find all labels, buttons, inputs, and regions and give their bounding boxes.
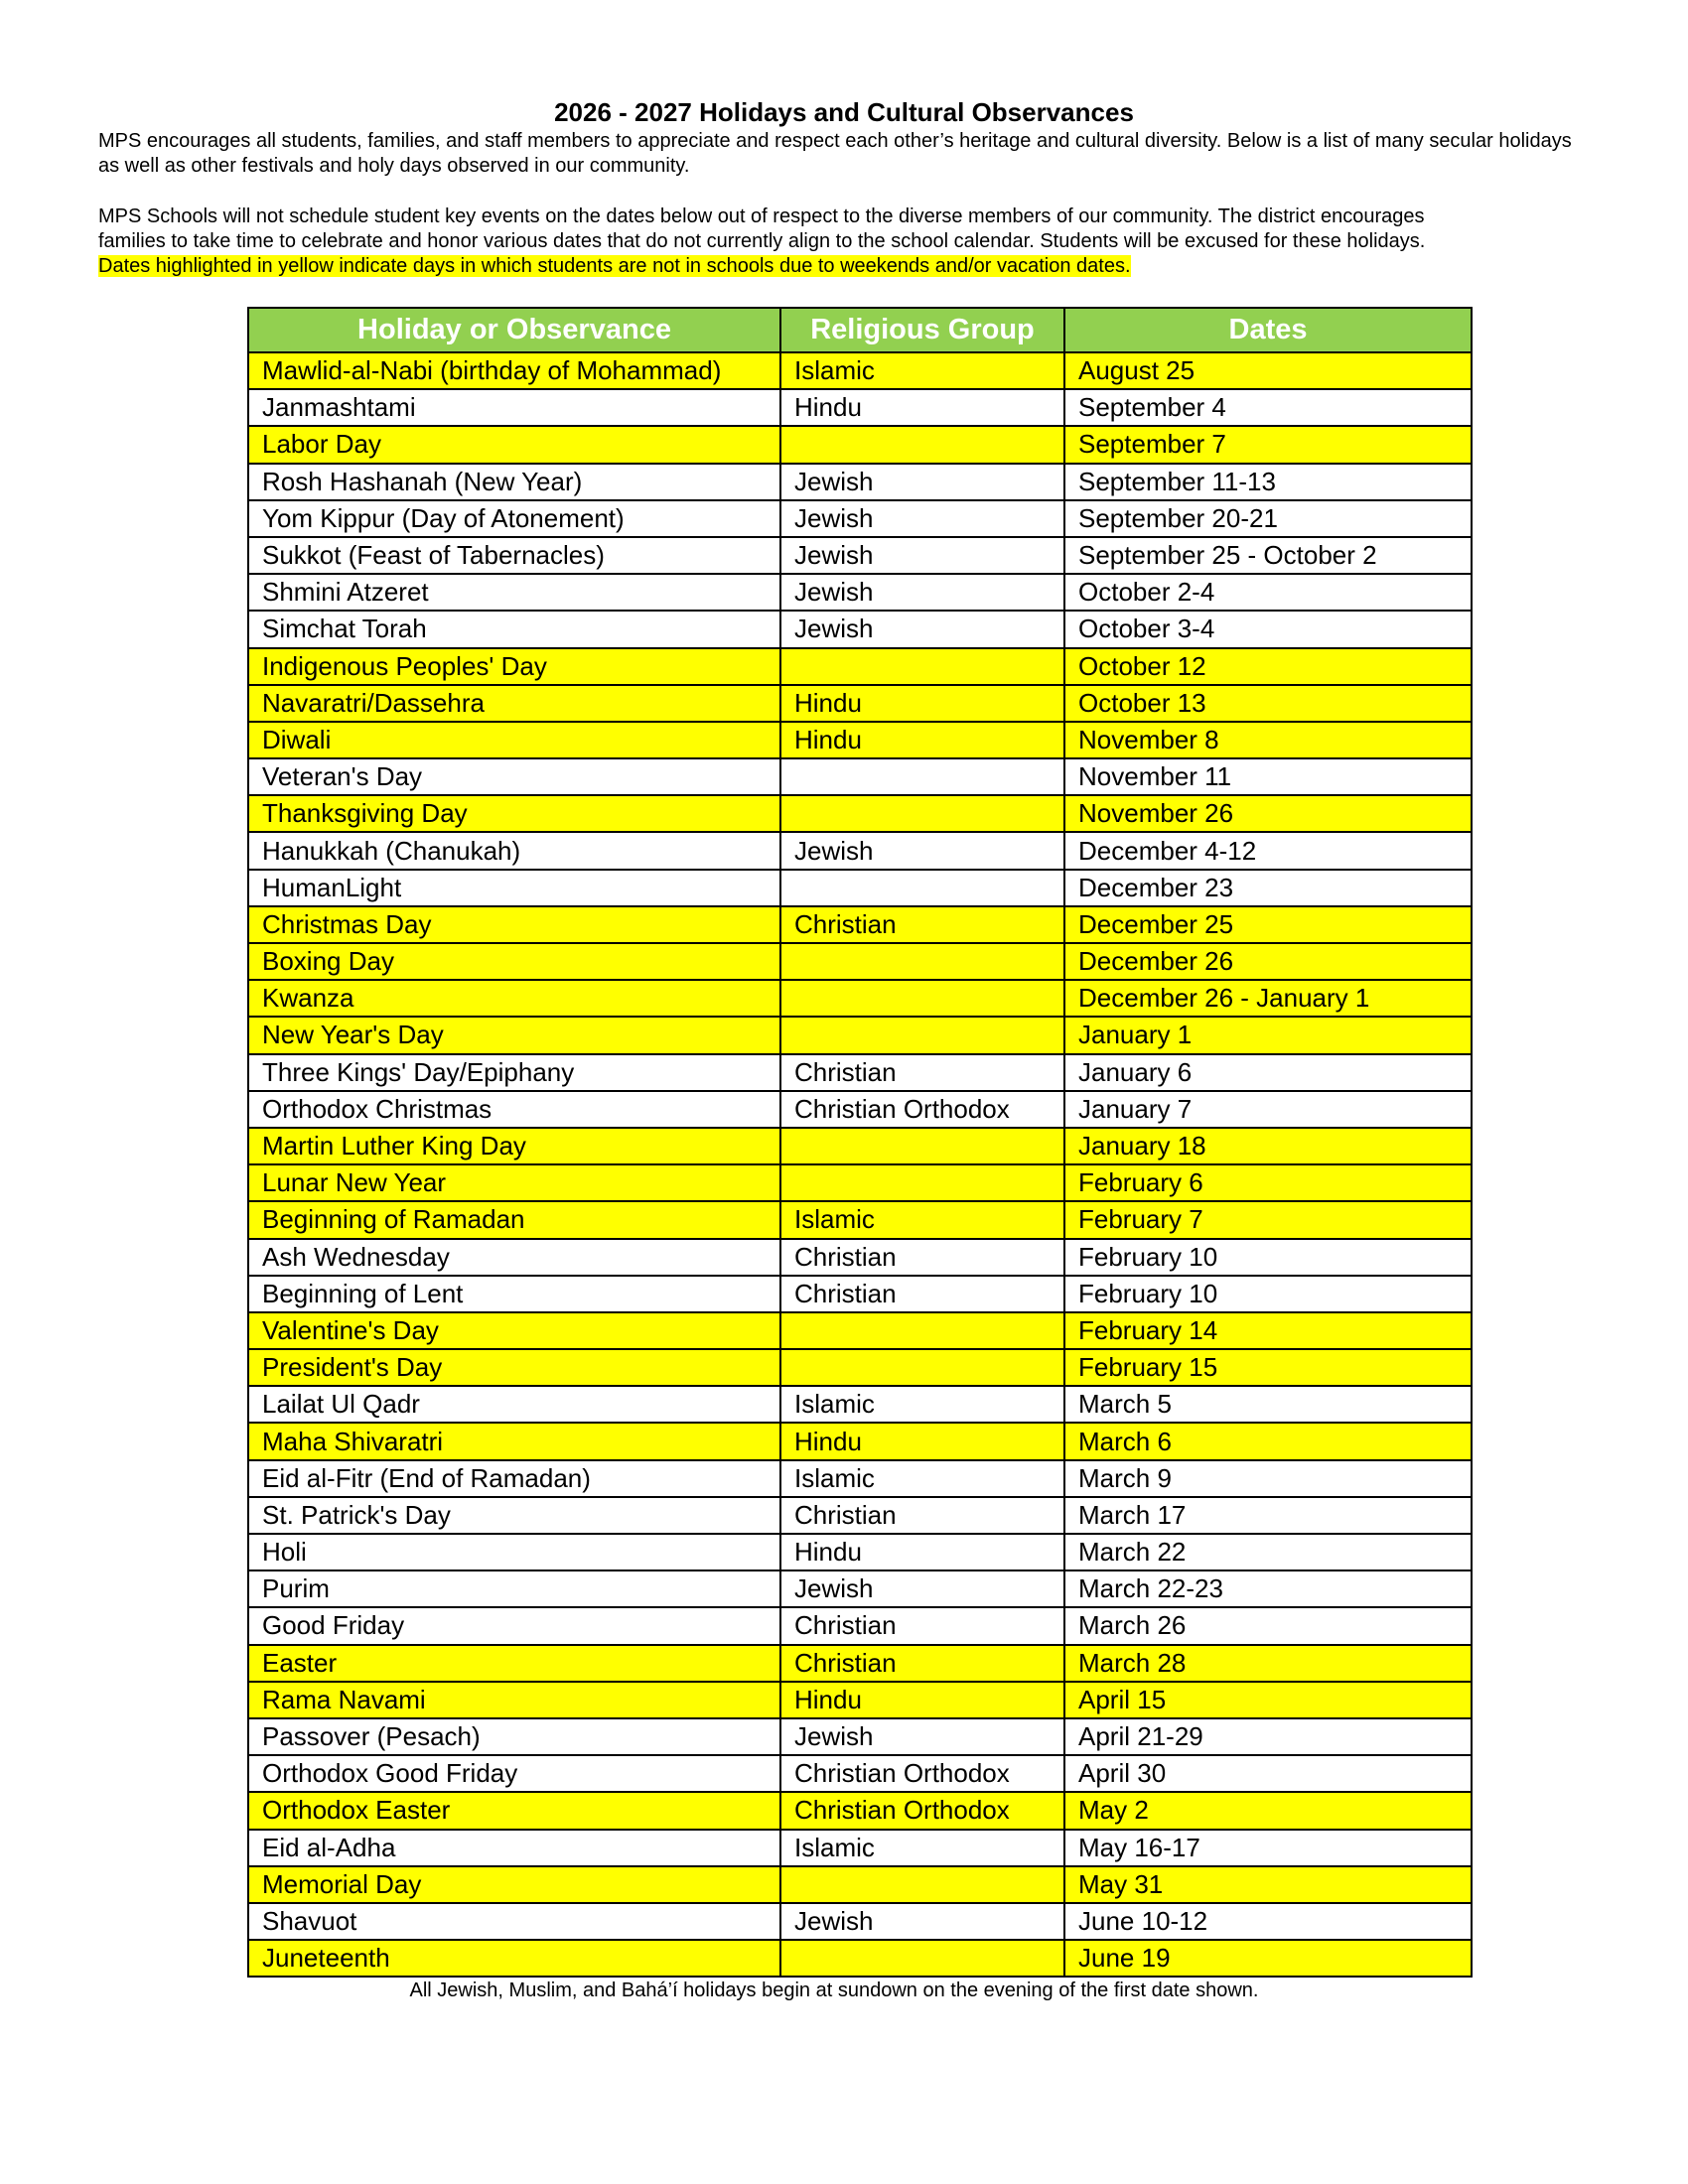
religious-group-cell xyxy=(780,1164,1064,1201)
table-row xyxy=(248,1276,1472,1312)
religious-group-cell: Christian xyxy=(780,906,1064,943)
dates-cell: March 22 xyxy=(1064,1534,1472,1570)
dates-cell: May 16-17 xyxy=(1064,1830,1472,1866)
dates-cell: October 13 xyxy=(1064,685,1472,722)
religious-group-cell: Hindu xyxy=(780,1423,1064,1459)
holiday-cell: Yom Kippur (Day of Atonement) xyxy=(248,500,780,537)
page-title: 2026 - 2027 Holidays and Cultural Observances xyxy=(554,97,1134,127)
religious-group-cell xyxy=(780,870,1064,906)
religious-group-cell: Islamic xyxy=(780,1201,1064,1238)
religious-group-cell xyxy=(780,1128,1064,1164)
holiday-cell: Good Friday xyxy=(248,1607,780,1644)
dates-cell: August 25 xyxy=(1064,352,1472,389)
holiday-cell: Shmini Atzeret xyxy=(248,574,780,611)
holiday-cell: Veteran's Day xyxy=(248,758,780,795)
column-header-holiday: Holiday or Observance xyxy=(248,308,780,352)
religious-group-cell: Jewish xyxy=(780,574,1064,611)
holiday-cell: Orthodox Good Friday xyxy=(248,1755,780,1792)
religious-group-cell: Hindu xyxy=(780,389,1064,426)
dates-cell: May 31 xyxy=(1064,1866,1472,1903)
table-row xyxy=(248,574,1472,611)
table-row xyxy=(248,352,1472,389)
table-row xyxy=(248,1866,1472,1903)
table-row xyxy=(248,1607,1472,1644)
dates-cell: April 21-29 xyxy=(1064,1718,1472,1755)
holiday-cell: Sukkot (Feast of Tabernacles) xyxy=(248,537,780,574)
holiday-cell: Simchat Torah xyxy=(248,611,780,647)
dates-cell: October 3-4 xyxy=(1064,611,1472,647)
holiday-cell: Three Kings' Day/Epiphany xyxy=(248,1054,780,1091)
religious-group-cell xyxy=(780,758,1064,795)
holiday-cell: Diwali xyxy=(248,722,780,758)
holiday-cell: Labor Day xyxy=(248,426,780,463)
table-row xyxy=(248,1534,1472,1570)
table-row xyxy=(248,611,1472,647)
holiday-cell: Beginning of Lent xyxy=(248,1276,780,1312)
column-header-dates: Dates xyxy=(1064,308,1472,352)
religious-group-cell xyxy=(780,980,1064,1017)
table-row xyxy=(248,1940,1472,1977)
holiday-cell: Boxing Day xyxy=(248,943,780,980)
holiday-cell: President's Day xyxy=(248,1349,780,1386)
religious-group-cell: Islamic xyxy=(780,352,1064,389)
table-row xyxy=(248,1755,1472,1792)
religious-group-cell: Christian Orthodox xyxy=(780,1755,1064,1792)
dates-cell: March 26 xyxy=(1064,1607,1472,1644)
holiday-cell: Indigenous Peoples' Day xyxy=(248,648,780,685)
religious-group-cell: Islamic xyxy=(780,1386,1064,1423)
table-row xyxy=(248,1645,1472,1682)
dates-cell: December 25 xyxy=(1064,906,1472,943)
dates-cell: January 6 xyxy=(1064,1054,1472,1091)
holiday-cell: Shavuot xyxy=(248,1903,780,1940)
table-row xyxy=(248,1128,1472,1164)
table-row xyxy=(248,1903,1472,1940)
dates-cell: December 23 xyxy=(1064,870,1472,906)
table-header-row xyxy=(248,308,1472,352)
dates-cell: March 17 xyxy=(1064,1497,1472,1534)
table-row xyxy=(248,722,1472,758)
dates-cell: December 4-12 xyxy=(1064,832,1472,869)
holiday-cell: Martin Luther King Day xyxy=(248,1128,780,1164)
dates-cell: May 2 xyxy=(1064,1792,1472,1829)
table-row xyxy=(248,500,1472,537)
table-row xyxy=(248,426,1472,463)
religious-group-cell: Hindu xyxy=(780,1682,1064,1718)
dates-cell: March 6 xyxy=(1064,1423,1472,1459)
holiday-cell: Maha Shivaratri xyxy=(248,1423,780,1459)
holiday-cell: St. Patrick's Day xyxy=(248,1497,780,1534)
religious-group-cell: Hindu xyxy=(780,685,1064,722)
dates-cell: January 1 xyxy=(1064,1017,1472,1053)
religious-group-cell: Islamic xyxy=(780,1460,1064,1497)
dates-cell: November 26 xyxy=(1064,795,1472,832)
religious-group-cell: Christian xyxy=(780,1645,1064,1682)
dates-cell: March 9 xyxy=(1064,1460,1472,1497)
religious-group-cell: Islamic xyxy=(780,1830,1064,1866)
holiday-cell: Memorial Day xyxy=(248,1866,780,1903)
highlight-note: Dates highlighted in yellow indicate days in which students are not in schools due to weekends and/or vacation dates. xyxy=(98,255,1131,277)
holiday-cell: Eid al-Fitr (End of Ramadan) xyxy=(248,1460,780,1497)
holiday-cell: Lailat Ul Qadr xyxy=(248,1386,780,1423)
holiday-cell: Orthodox Easter xyxy=(248,1792,780,1829)
holiday-cell: Passover (Pesach) xyxy=(248,1718,780,1755)
table-row xyxy=(248,1460,1472,1497)
dates-cell: January 7 xyxy=(1064,1091,1472,1128)
table-body xyxy=(248,352,1472,1977)
dates-cell: April 15 xyxy=(1064,1682,1472,1718)
table-row xyxy=(248,795,1472,832)
holiday-cell: Orthodox Christmas xyxy=(248,1091,780,1128)
religious-group-cell: Christian xyxy=(780,1497,1064,1534)
table-row xyxy=(248,870,1472,906)
table-row xyxy=(248,464,1472,500)
table-row xyxy=(248,1239,1472,1276)
table-row xyxy=(248,1386,1472,1423)
holiday-cell: Juneteenth xyxy=(248,1940,780,1977)
table-row xyxy=(248,943,1472,980)
religious-group-cell: Jewish xyxy=(780,1718,1064,1755)
holiday-cell: Valentine's Day xyxy=(248,1312,780,1349)
holiday-cell: Beginning of Ramadan xyxy=(248,1201,780,1238)
table-row xyxy=(248,685,1472,722)
religious-group-cell xyxy=(780,1017,1064,1053)
dates-cell: September 20-21 xyxy=(1064,500,1472,537)
religious-group-cell: Hindu xyxy=(780,722,1064,758)
religious-group-cell: Jewish xyxy=(780,537,1064,574)
religious-group-cell xyxy=(780,943,1064,980)
dates-cell: November 11 xyxy=(1064,758,1472,795)
religious-group-cell xyxy=(780,795,1064,832)
holiday-cell: Christmas Day xyxy=(248,906,780,943)
table-row xyxy=(248,832,1472,869)
table-row xyxy=(248,1682,1472,1718)
dates-cell: June 10-12 xyxy=(1064,1903,1472,1940)
table-row xyxy=(248,1830,1472,1866)
table-row xyxy=(248,1201,1472,1238)
table-row xyxy=(248,1718,1472,1755)
table-row xyxy=(248,1497,1472,1534)
footnote: All Jewish, Muslim, and Bahá’í holidays begin at sundown on the evening of the first date shown. xyxy=(409,1979,1259,2001)
table-row xyxy=(248,1091,1472,1128)
policy-line-2: families to take time to celebrate and honor various dates that do not currently align to the school calendar. Students will be excused for these holidays. xyxy=(98,230,1426,252)
religious-group-cell: Christian xyxy=(780,1239,1064,1276)
holiday-cell: Kwanza xyxy=(248,980,780,1017)
dates-cell: June 19 xyxy=(1064,1940,1472,1977)
dates-cell: February 15 xyxy=(1064,1349,1472,1386)
holiday-cell: Eid al-Adha xyxy=(248,1830,780,1866)
holiday-cell: Hanukkah (Chanukah) xyxy=(248,832,780,869)
holiday-cell: Thanksgiving Day xyxy=(248,795,780,832)
religious-group-cell: Hindu xyxy=(780,1534,1064,1570)
religious-group-cell: Christian Orthodox xyxy=(780,1792,1064,1829)
religious-group-cell xyxy=(780,1940,1064,1977)
holiday-cell: Mawlid-al-Nabi (birthday of Mohammad) xyxy=(248,352,780,389)
religious-group-cell xyxy=(780,648,1064,685)
table-row xyxy=(248,758,1472,795)
holiday-cell: Lunar New Year xyxy=(248,1164,780,1201)
holiday-cell: Rosh Hashanah (New Year) xyxy=(248,464,780,500)
policy-paragraph xyxy=(98,205,1598,279)
dates-cell: September 4 xyxy=(1064,389,1472,426)
religious-group-cell xyxy=(780,1866,1064,1903)
holiday-cell: HumanLight xyxy=(248,870,780,906)
dates-cell: February 6 xyxy=(1064,1164,1472,1201)
dates-cell: February 7 xyxy=(1064,1201,1472,1238)
holiday-cell: Easter xyxy=(248,1645,780,1682)
dates-cell: February 14 xyxy=(1064,1312,1472,1349)
table-row xyxy=(248,389,1472,426)
table-row xyxy=(248,1312,1472,1349)
religious-group-cell: Jewish xyxy=(780,832,1064,869)
dates-cell: April 30 xyxy=(1064,1755,1472,1792)
dates-cell: March 28 xyxy=(1064,1645,1472,1682)
dates-cell: December 26 xyxy=(1064,943,1472,980)
religious-group-cell xyxy=(780,1349,1064,1386)
table-row xyxy=(248,906,1472,943)
dates-cell: February 10 xyxy=(1064,1276,1472,1312)
dates-cell: September 11-13 xyxy=(1064,464,1472,500)
dates-cell: October 2-4 xyxy=(1064,574,1472,611)
table-row xyxy=(248,648,1472,685)
holidays-table xyxy=(247,307,1473,1978)
religious-group-cell xyxy=(780,426,1064,463)
religious-group-cell: Christian xyxy=(780,1276,1064,1312)
table-row xyxy=(248,1054,1472,1091)
dates-cell: March 5 xyxy=(1064,1386,1472,1423)
holiday-cell: Purim xyxy=(248,1570,780,1607)
dates-cell: October 12 xyxy=(1064,648,1472,685)
table-row xyxy=(248,980,1472,1017)
religious-group-cell: Christian xyxy=(780,1607,1064,1644)
dates-cell: February 10 xyxy=(1064,1239,1472,1276)
intro-paragraph: MPS encourages all students, families, and staff members to appreciate and respect each other’s heritage and cultural diversity. Below is a list of many secular holidays as well as other festivals and holy days observed in our community. xyxy=(98,130,1572,177)
table-row xyxy=(248,537,1472,574)
religious-group-cell: Jewish xyxy=(780,1903,1064,1940)
table-row xyxy=(248,1017,1472,1053)
religious-group-cell: Christian Orthodox xyxy=(780,1091,1064,1128)
column-header-group: Religious Group xyxy=(780,308,1064,352)
holidays-table-container xyxy=(247,307,1471,1978)
holiday-cell: Janmashtami xyxy=(248,389,780,426)
dates-cell: September 25 - October 2 xyxy=(1064,537,1472,574)
holiday-cell: Holi xyxy=(248,1534,780,1570)
holiday-cell: New Year's Day xyxy=(248,1017,780,1053)
dates-cell: December 26 - January 1 xyxy=(1064,980,1472,1017)
holiday-cell: Navaratri/Dassehra xyxy=(248,685,780,722)
dates-cell: November 8 xyxy=(1064,722,1472,758)
table-row xyxy=(248,1570,1472,1607)
holiday-cell: Rama Navami xyxy=(248,1682,780,1718)
religious-group-cell: Jewish xyxy=(780,500,1064,537)
holiday-cell: Ash Wednesday xyxy=(248,1239,780,1276)
table-row xyxy=(248,1423,1472,1459)
religious-group-cell: Jewish xyxy=(780,611,1064,647)
religious-group-cell: Christian xyxy=(780,1054,1064,1091)
table-row xyxy=(248,1792,1472,1829)
dates-cell: January 18 xyxy=(1064,1128,1472,1164)
dates-cell: September 7 xyxy=(1064,426,1472,463)
religious-group-cell xyxy=(780,1312,1064,1349)
religious-group-cell: Jewish xyxy=(780,1570,1064,1607)
policy-line-1: MPS Schools will not schedule student key events on the dates below out of respect to the diverse members of our community. The district encourages xyxy=(98,205,1425,227)
dates-cell: March 22-23 xyxy=(1064,1570,1472,1607)
table-row xyxy=(248,1349,1472,1386)
religious-group-cell: Jewish xyxy=(780,464,1064,500)
table-row xyxy=(248,1164,1472,1201)
